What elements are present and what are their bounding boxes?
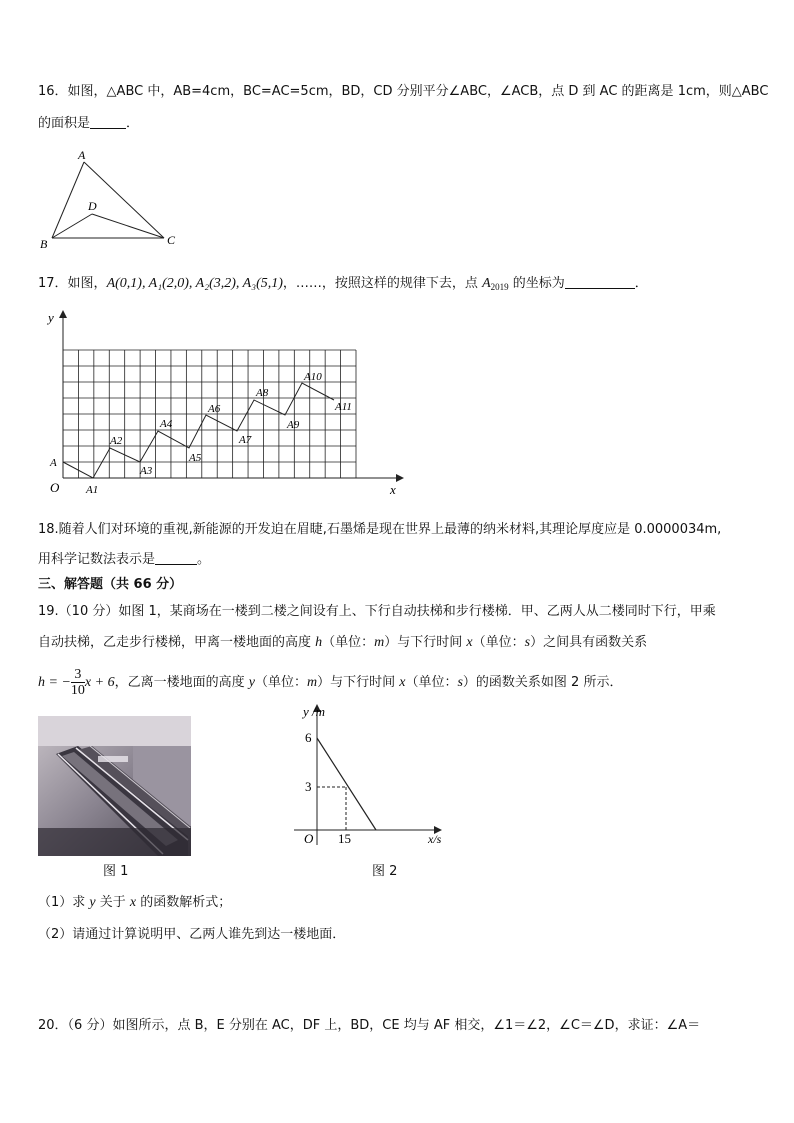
pt-A2: A2: [110, 435, 123, 447]
q19-line3: h = − $\frac{3}{10}$ x + 6，乙离一楼地面的高度 y（单位：m）与下行时间 x（单位：s）的函数关系如图 2 所示．: [38, 667, 623, 698]
pt-A7: A7: [239, 434, 252, 446]
graph-y-label: y /m: [303, 704, 326, 719]
formula-fraction: $\frac{3}{10}$: [70, 667, 85, 698]
label-C: C: [167, 233, 176, 247]
pt-A: A: [50, 457, 57, 469]
graph-origin: O: [304, 831, 314, 846]
q19-sub2: （2）请通过计算说明甲、乙两人谁先到达一楼地面．: [38, 927, 346, 942]
pt-A11: A11: [335, 401, 352, 413]
point-labels: [49, 371, 352, 496]
pt-A1: A1: [86, 484, 99, 496]
section-title: 三、解答题（共 66 分）: [38, 577, 183, 592]
fig2-caption: 图 2: [372, 864, 398, 879]
graph-x-label: x/s: [428, 832, 442, 846]
answer-blank[interactable]: [155, 552, 197, 565]
q16-triangle-figure: [36, 146, 186, 250]
axis-y-label: y: [48, 310, 54, 325]
origin-label: O: [50, 480, 60, 495]
formula-lhs: h = −: [38, 675, 71, 690]
formula-rhs: x + 6: [84, 675, 115, 690]
pt-A4: A4: [160, 418, 173, 430]
axis-x-label: x: [390, 482, 396, 497]
label-B: B: [40, 237, 48, 250]
q18-line2: 用科学记数法表示是 。: [38, 552, 211, 567]
q16-line2: 的面积是 ．: [38, 116, 140, 131]
answer-blank[interactable]: [90, 116, 126, 129]
graph-tick-3: 3: [305, 779, 312, 794]
pt-A6: A6: [208, 403, 221, 415]
graph-tick-6: 6: [305, 730, 312, 745]
pt-A5: A5: [189, 452, 202, 464]
label-A: A: [78, 148, 86, 162]
escalator-photo: [38, 716, 191, 856]
q17-grid-figure: [38, 304, 410, 504]
pt-A10: A10: [304, 371, 322, 383]
q19-line1: 19.（10 分）如图 1，某商场在一楼到二楼之间设有上、下行自动扶梯和步行楼梯．甲、乙两人从二楼同时下行，甲乘: [38, 604, 716, 619]
q19-graph: [284, 700, 454, 850]
graph-tick-15: 15: [338, 831, 351, 846]
q19-sub1: （1）求 y 关于 x 的函数解析式；: [38, 895, 232, 910]
answer-blank[interactable]: [565, 276, 635, 289]
q19-line2: 自动扶梯，乙走步行楼梯，甲离一楼地面的高度 h（单位：m）与下行时间 x（单位：s）之间具有函数关系: [38, 635, 648, 650]
pt-A8: A8: [256, 387, 269, 399]
label-D: D: [88, 199, 97, 213]
pt-A3: A3: [140, 465, 153, 477]
fig1-caption: 图 1: [103, 864, 129, 879]
q16-line1: 16．如图，△ABC 中，AB=4cm，BC=AC=5cm，BD，CD 分别平分∠ABC，∠ACB，点 D 到 AC 的距离是 1cm，则△ABC: [38, 84, 769, 99]
q18-line1: 18.随着人们对环境的重视,新能源的开发迫在眉睫,石墨烯是现在世界上最薄的纳米材料,其理论厚度应是 0.0000034m,: [38, 522, 722, 537]
q20-line1: 20．（6 分）如图所示，点 B，E 分别在 AC，DF 上，BD，CE 均与 AF 相交，∠1＝∠2，∠C＝∠D，求证：∠A＝: [38, 1018, 701, 1033]
q17-line: 17．如图，A(0,1), A₁(2,0), A₂(3,2), A₃(5,1)，……，按照这样的规律下去，点 $A_{2019}$ 的坐标为 ．: [38, 276, 648, 292]
pt-A9: A9: [287, 419, 300, 431]
